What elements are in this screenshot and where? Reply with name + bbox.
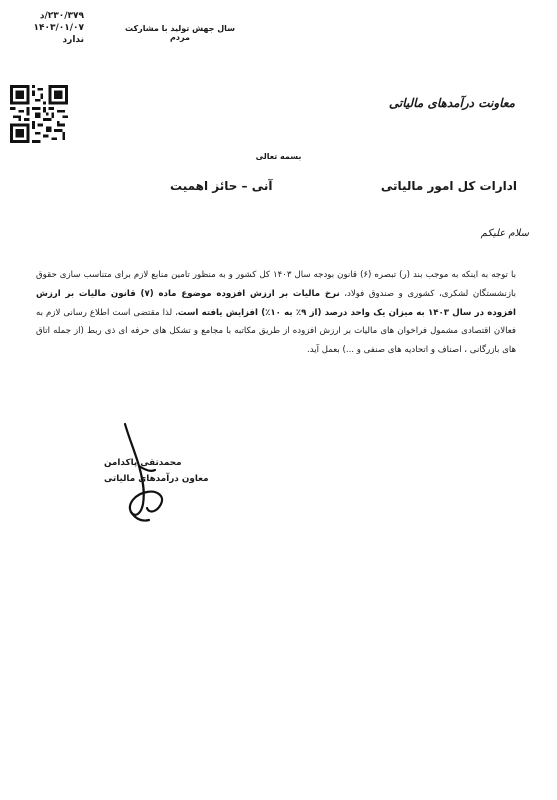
addressee: ادارات کل امور مالیاتی: [380, 179, 517, 193]
letter-meta: [12, 10, 84, 46]
body-part-2-bold: نرخ مالیات بر ارزش افزوده موضوع ماده (۷) قانون مالیات بر ارزش افزوده در سال ۱۴۰۳ به میزان یک واحد درصد (از ۹٪ به ۱۰٪) افزایش یافته است: [36, 288, 517, 318]
letter-number: ۲۳۰/۳۷۹/د: [39, 11, 84, 21]
signature-mark: [95, 418, 205, 528]
body-part-3: ، لذا مقتضی است اطلاع رسانی لازم به فعالان اقتصادی مشمول فراخوان های مالیات بر ارزش افزوده از طریق مکاتبه با مجامع و تشکل های حرفه ای ذی ربط (از جمله اتاق های بازرگانی ، اصناف و اتحادیه های صنفی و ...) بعمل آید.: [36, 307, 516, 356]
signatory-name: محمدتقی پاکدامن: [104, 458, 182, 468]
letter-body: [36, 266, 516, 360]
signatory-title: معاون درآمدهای مالیاتی: [104, 474, 209, 484]
salutation: سلام علیکم: [480, 228, 529, 239]
qr-code-icon: [10, 85, 68, 143]
office-title: معاونت درآمدهای مالیاتی: [388, 96, 515, 110]
body-part-1: با توجه به اینکه به موجب بند (ر) تبصره (۶) قانون بودجه سال ۱۴۰۳ کل کشور و به منظور تامین منابع لازم برای متناسب سازی حقوق بازنشستگان لشکری، کشوری و صندوق فولاد،: [36, 270, 516, 299]
urgency-label: آنی – حائز اهمیت: [170, 179, 273, 193]
letter-date: ۱۴۰۳/۰۱/۰۷: [33, 23, 84, 33]
letter-attachment: ندارد: [62, 35, 84, 45]
basmala: بسمه تعالی: [255, 152, 302, 161]
year-slogan: سال جهش تولید با مشارکت مردم: [124, 24, 236, 42]
